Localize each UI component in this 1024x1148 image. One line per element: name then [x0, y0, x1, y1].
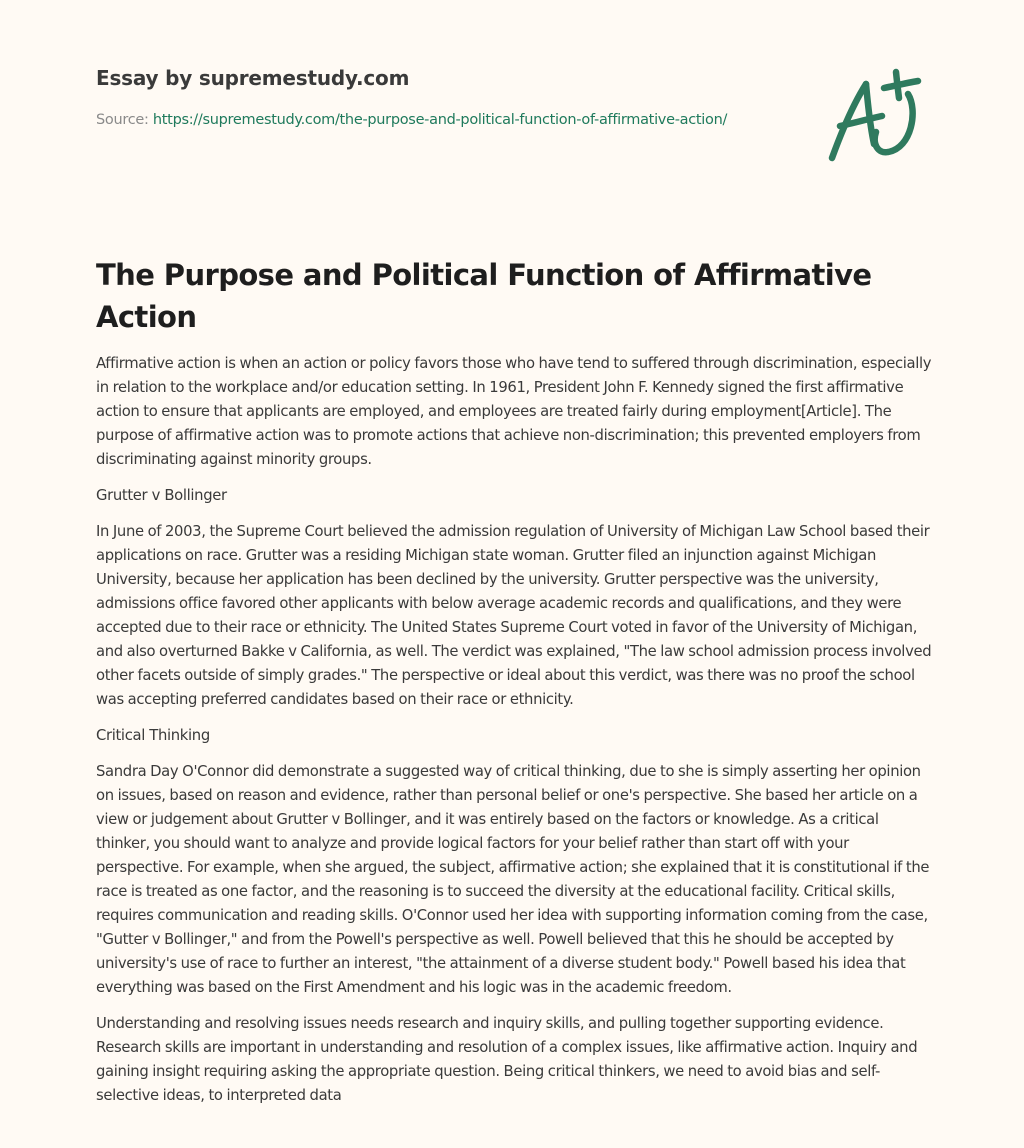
subheading-grutter-v-bollinger: Grutter v Bollinger — [96, 487, 227, 504]
paragraph-intro: Affirmative action is when an action or policy favors those who have tend to suffered through discrimination, especially in relation to the workplace and/or education setting. In 1961, President John F. Kennedy signed the first affirmative action to ensure that applicants are employed, and employees are treated fairly during employment[Article]. The purpose of affirmative action was to promote actions that achieve non-discrimination; this prevented employers from discriminating against minority groups. — [96, 355, 932, 468]
page-header — [96, 64, 756, 132]
paragraph-grutter: In June of 2003, the Supreme Court believed the admission regulation of University of Michigan Law School based their applications on race. Grutter was a residing Michigan state woman. Grutter filed an injunction against Michigan University, because her application has been declined by the university. Grutter perspective was the university, admissions office favored other applicants with below average academic records and qualifications, and they were accepted due to their race or ethnicity. The United States Supreme Court voted in favor of the University of Michigan, and also overturned Bakke v California, as well. The verdict was explained, "The law school admission process involved other facets outside of simply grades." The perspective or ideal about this verdict, was there was no proof the school was accepting preferred candidates based on their race or ethnicity. — [96, 523, 932, 708]
site-title: Essay by supremestudy.com — [96, 66, 410, 90]
source-line — [96, 108, 756, 132]
essay-content — [96, 254, 936, 1120]
a-plus-grade-icon — [818, 66, 930, 166]
source-link[interactable]: https://supremestudy.com/the-purpose-and-political-function-of-affirmative-action/ — [152, 112, 728, 128]
paragraph-critical-thinking: Sandra Day O'Connor did demonstrate a suggested way of critical thinking, due to she is simply asserting her opinion on issues, based on reason and evidence, rather than personal belief or one's perspective. She based her article on a view or judgement about Grutter v Bollinger, and it was entirely based on the factors or knowledge. As a critical thinker, you should want to analyze and provide logical factors for your belief rather than start off with your perspective. For example, when she argued, the subject, affirmative action; she explained that it is constitutional if the race is treated as one factor, and the reasoning is to succeed the diversity at the educational facility. Critical skills, requires communication and reading skills. O'Connor used her idea with supporting information coming from the case, "Gutter v Bollinger," and from the Powell's perspective as well. Powell believed that this he should be accepted by university's use of race to further an interest, "the attainment of a diverse student body." Powell based his idea that everything was based on the First Amendment and his logic was in the academic freedom. — [96, 763, 930, 996]
paragraph-research-inquiry: Understanding and resolving issues needs research and inquiry skills, and pulling together supporting evidence. Research skills are important in understanding and resolution of a complex issues, like affirmative action. Inquiry and gaining insight requiring asking the appropriate question. Being critical thinkers, we need to avoid bias and self-selective ideas, to interpreted data — [96, 1015, 918, 1104]
source-label: Source: — [96, 112, 153, 128]
subheading-critical-thinking: Critical Thinking — [96, 727, 210, 744]
essay-title: The Purpose and Political Function of Affirmative Action — [96, 258, 872, 334]
